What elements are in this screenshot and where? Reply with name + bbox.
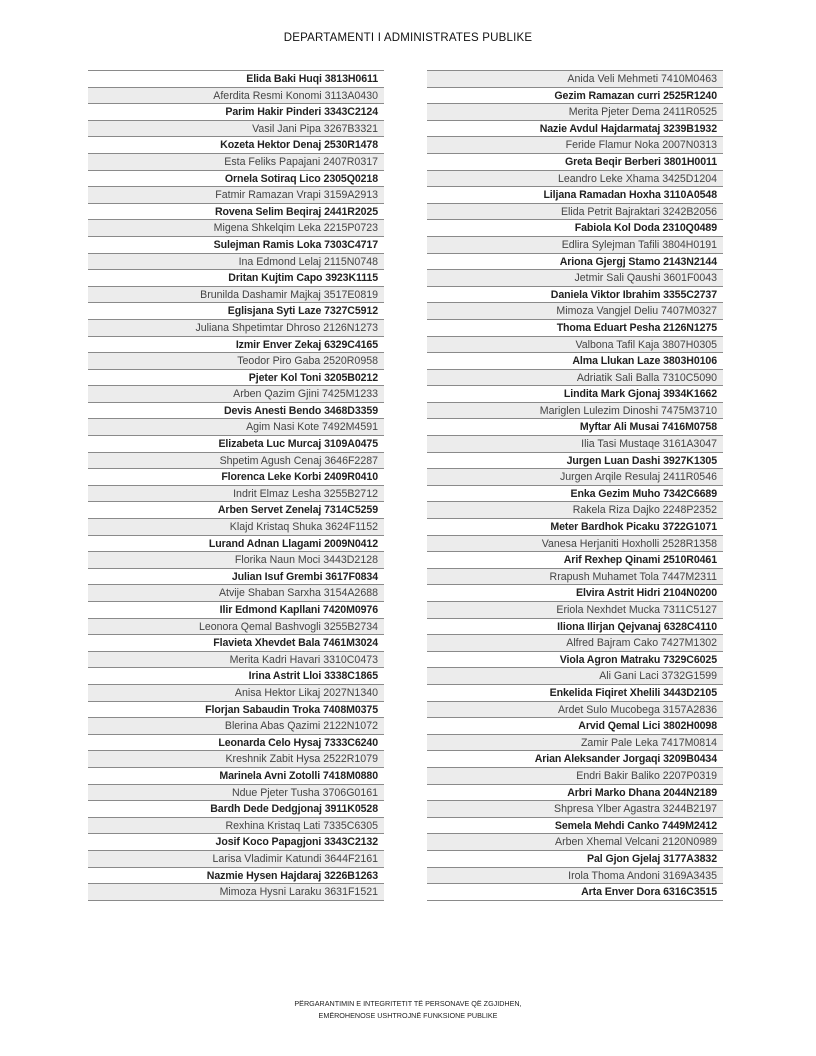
list-item: Rrapush Muhamet Tola 7447M2311 [427,569,723,586]
list-item: Iliona Ilirjan Qejvanaj 6328C4110 [427,619,723,636]
list-item: Arben Servet Zenelaj 7314C5259 [88,502,384,519]
page-footer [0,998,816,1022]
list-item: Rakela Riza Dajko 2248P2352 [427,502,723,519]
list-item: Brunilda Dashamir Majkaj 3517E0819 [88,287,384,304]
list-item: Arben Qazim Gjini 7425M1233 [88,386,384,403]
list-item: Enka Gezim Muho 7342C6689 [427,486,723,503]
list-item: Marinela Avni Zotolli 7418M0880 [88,768,384,785]
list-item: Elvira Astrit Hidri 2104N0200 [427,585,723,602]
list-item: Anida Veli Mehmeti 7410M0463 [427,71,723,88]
list-item: Leandro Leke Xhama 3425D1204 [427,171,723,188]
list-item: Arta Enver Dora 6316C3515 [427,884,723,901]
list-item: Jurgen Arqile Resulaj 2411R0546 [427,469,723,486]
list-item: Nazie Avdul Hajdarmataj 3239B1932 [427,121,723,138]
list-item: Semela Mehdi Canko 7449M2412 [427,818,723,835]
list-item: Edlira Sylejman Tafili 3804H0191 [427,237,723,254]
list-item: Devis Anesti Bendo 3468D3359 [88,403,384,420]
list-item: Arif Rexhep Qinami 2510R0461 [427,552,723,569]
list-item: Adriatik Sali Balla 7310C5090 [427,370,723,387]
list-item: Florjan Sabaudin Troka 7408M0375 [88,702,384,719]
list-item: Jetmir Sali Qaushi 3601F0043 [427,270,723,287]
list-item: Daniela Viktor Ibrahim 3355C2737 [427,287,723,304]
right-name-list [427,70,723,901]
list-item: Arbri Marko Dhana 2044N2189 [427,785,723,802]
list-item: Esta Feliks Papajani 2407R0317 [88,154,384,171]
list-item: Nazmie Hysen Hajdaraj 3226B1263 [88,868,384,885]
list-item: Mariglen Lulezim Dinoshi 7475M3710 [427,403,723,420]
list-item: Larisa Vladimir Katundi 3644F2161 [88,851,384,868]
list-item: Mimoza Vangjel Deliu 7407M0327 [427,303,723,320]
list-item: Greta Beqir Berberi 3801H0011 [427,154,723,171]
list-item: Ornela Sotiraq Lico 2305Q0218 [88,171,384,188]
list-item: Meter Bardhok Picaku 3722G1071 [427,519,723,536]
list-item: Valbona Tafil Kaja 3807H0305 [427,337,723,354]
list-item: Juliana Shpetimtar Dhroso 2126N1273 [88,320,384,337]
list-item: Elizabeta Luc Murcaj 3109A0475 [88,436,384,453]
list-item: Pal Gjon Gjelaj 3177A3832 [427,851,723,868]
list-item: Kozeta Hektor Denaj 2530R1478 [88,137,384,154]
list-item: Izmir Enver Zekaj 6329C4165 [88,337,384,354]
footer-line-2: EMËROHENOSE USHTROJNË FUNKSIONE PUBLIKE [318,1011,498,1020]
list-item: Arian Aleksander Jorgaqi 3209B0434 [427,751,723,768]
list-item: Ilir Edmond Kapllani 7420M0976 [88,602,384,619]
list-item: Alfred Bajram Cako 7427M1302 [427,635,723,652]
list-item: Ariona Gjergj Stamo 2143N2144 [427,254,723,271]
list-item: Gezim Ramazan curri 2525R1240 [427,88,723,105]
list-item: Feride Flamur Noka 2007N0313 [427,137,723,154]
list-item: Flavieta Xhevdet Bala 7461M3024 [88,635,384,652]
list-item: Elida Petrit Bajraktari 3242B2056 [427,204,723,221]
list-item: Ina Edmond Lelaj 2115N0748 [88,254,384,271]
list-item: Thoma Eduart Pesha 2126N1275 [427,320,723,337]
list-item: Arben Xhemal Velcani 2120N0989 [427,834,723,851]
list-item: Agim Nasi Kote 7492M4591 [88,419,384,436]
list-item: Liljana Ramadan Hoxha 3110A0548 [427,187,723,204]
list-item: Rovena Selim Beqiraj 2441R2025 [88,204,384,221]
list-item: Jurgen Luan Dashi 3927K1305 [427,453,723,470]
list-item: Blerina Abas Qazimi 2122N1072 [88,718,384,735]
list-item: Josif Koco Papagjoni 3343C2132 [88,834,384,851]
footer-line-1: PËRGARANTIMIN E INTEGRITETIT TË PERSONAVE QË ZGJIDHEN, [294,999,522,1008]
list-item: Klajd Kristaq Shuka 3624F1152 [88,519,384,536]
list-item: Ardet Sulo Mucobega 3157A2836 [427,702,723,719]
list-item: Indrit Elmaz Lesha 3255B2712 [88,486,384,503]
list-item: Enkelida Fiqiret Xhelili 3443D2105 [427,685,723,702]
list-item: Viola Agron Matraku 7329C6025 [427,652,723,669]
list-item: Sulejman Ramis Loka 7303C4717 [88,237,384,254]
page-title: DEPARTAMENTI I ADMINISTRATES PUBLIKE [283,32,533,44]
list-item: Fabiola Kol Doda 2310Q0489 [427,220,723,237]
list-item: Ilia Tasi Mustaqe 3161A3047 [427,436,723,453]
list-item: Teodor Piro Gaba 2520R0958 [88,353,384,370]
list-item: Fatmir Ramazan Vrapi 3159A2913 [88,187,384,204]
list-item: Florenca Leke Korbi 2409R0410 [88,469,384,486]
list-item: Eriola Nexhdet Mucka 7311C5127 [427,602,723,619]
list-item: Atvije Shaban Sarxha 3154A2688 [88,585,384,602]
list-item: Dritan Kujtim Capo 3923K1115 [88,270,384,287]
list-item: Endri Bakir Baliko 2207P0319 [427,768,723,785]
list-item: Parim Hakir Pinderi 3343C2124 [88,104,384,121]
list-item: Florika Naun Moci 3443D2128 [88,552,384,569]
list-item: Vanesa Herjaniti Hoxholli 2528R1358 [427,536,723,553]
list-item: Arvid Qemal Lici 3802H0098 [427,718,723,735]
list-item: Myftar Ali Musai 7416M0758 [427,419,723,436]
list-item: Anisa Hektor Likaj 2027N1340 [88,685,384,702]
list-item: Rexhina Kristaq Lati 7335C6305 [88,818,384,835]
list-item: Lurand Adnan Llagami 2009N0412 [88,536,384,553]
list-item: Irina Astrit Lloi 3338C1865 [88,668,384,685]
list-item: Shpetim Agush Cenaj 3646F2287 [88,453,384,470]
list-item: Zamir Pale Leka 7417M0814 [427,735,723,752]
list-item: Migena Shkelqim Leka 2215P0723 [88,220,384,237]
list-item: Elida Baki Huqi 3813H0611 [88,71,384,88]
list-item: Merita Kadri Havari 3310C0473 [88,652,384,669]
list-item: Vasil Jani Pipa 3267B3321 [88,121,384,138]
list-item: Shpresa Ylber Agastra 3244B2197 [427,801,723,818]
list-item: Aferdita Resmi Konomi 3113A0430 [88,88,384,105]
list-item: Merita Pjeter Dema 2411R0525 [427,104,723,121]
list-item: Mimoza Hysni Laraku 3631F1521 [88,884,384,901]
list-item: Ndue Pjeter Tusha 3706G0161 [88,785,384,802]
list-item: Irola Thoma Andoni 3169A3435 [427,868,723,885]
list-item: Kreshnik Zabit Hysa 2522R1079 [88,751,384,768]
list-item: Eglisjana Syti Laze 7327C5912 [88,303,384,320]
list-item: Leonora Qemal Bashvogli 3255B2734 [88,619,384,636]
list-item: Alma Llukan Laze 3803H0106 [427,353,723,370]
list-item: Leonarda Celo Hysaj 7333C6240 [88,735,384,752]
list-item: Ali Gani Laci 3732G1599 [427,668,723,685]
left-name-list [88,70,384,901]
list-item: Lindita Mark Gjonaj 3934K1662 [427,386,723,403]
list-item: Julian Isuf Grembi 3617F0834 [88,569,384,586]
list-item: Bardh Dede Dedgjonaj 3911K0528 [88,801,384,818]
list-item: Pjeter Kol Toni 3205B0212 [88,370,384,387]
